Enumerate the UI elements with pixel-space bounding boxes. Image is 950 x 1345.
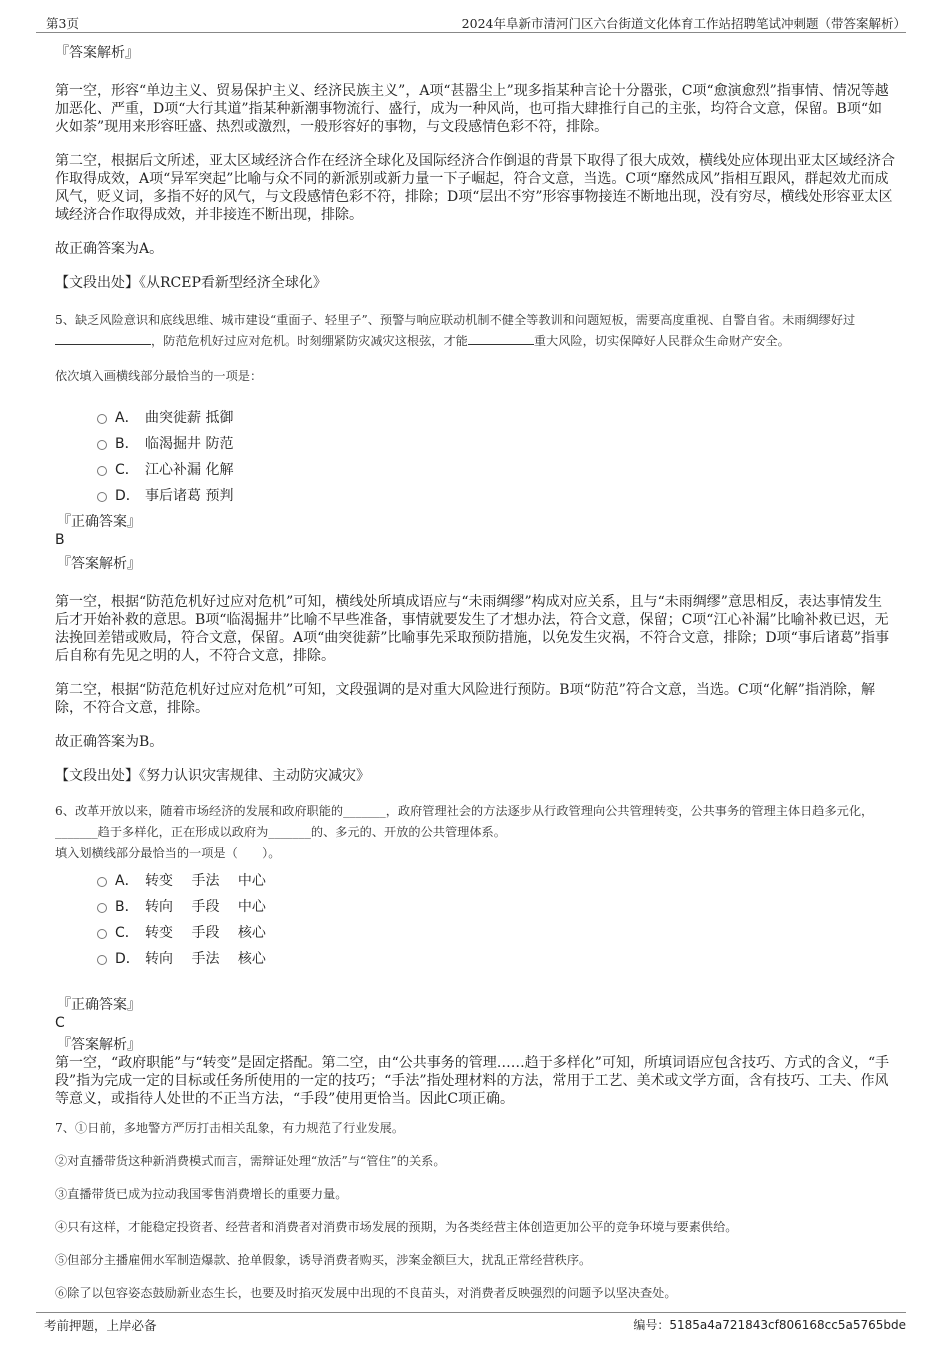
q6-option-d[interactable]: D． 转向 手法 核心 — [97, 946, 895, 972]
page-header — [36, 12, 906, 33]
q6-option-c[interactable]: C． 转变 手段 核心 — [97, 920, 895, 946]
q6-option-a[interactable]: A． 转变 手法 中心 — [97, 868, 895, 894]
q5-prompt: 依次填入画横线部分最恰当的一项是： — [55, 369, 263, 383]
radio-icon[interactable] — [97, 466, 107, 476]
q5-answer: B — [55, 532, 65, 548]
q6-option-b[interactable]: B． 转向 手段 中心 — [97, 894, 895, 920]
blank-2 — [468, 332, 534, 345]
q5-option-a[interactable]: A． 曲突徙薪 抵御 — [97, 405, 895, 431]
q6-stem: 6、改革开放以来，随着市场经济的发展和政府职能的_______，政府管理社会的方法逐步从行政管理向公共管理转变，公共事务的管理主体日趋多元化，_______趋于多样化，正在形成以政府为_______的、多元的、开放的公共管理体系。 — [55, 804, 874, 839]
q6-analysis-p1: 第一空，“政府职能”与“转变”是固定搭配。第二空，由“公共事务的管理……趋于多样化”可知，所填词语应包含技巧、方式的含义，“手段”指为完成一定的目标或任务所使用的一定的技巧；“手法”指处理材料的方法，常用于工艺、美术或文学方面，含有技巧、工夫、作风等意义，或指待人处世的不正当方法，“手段”使用更恰当。因此C项正确。 — [55, 1055, 890, 1107]
q6-answer: C — [55, 1015, 65, 1031]
radio-icon[interactable] — [97, 929, 107, 939]
q5-analysis-label: 『答案解析』 — [57, 556, 141, 572]
q5-option-d[interactable]: D． 事后诸葛 预判 — [97, 483, 895, 509]
q5-answer-label: 『正确答案』 — [57, 514, 141, 530]
q7-sentence-5: ⑤但部分主播雇佣水军制造爆款、抢单假象，诱导消费者购买，涉案金额巨大，扰乱正常经营秩序。 — [55, 1253, 592, 1267]
q5-source: 【文段出处】《努力认识灾害规律、主动防灾减灾》 — [55, 768, 370, 784]
page-footer — [36, 1312, 906, 1335]
q6-prompt: 填入划横线部分最恰当的一项是（ ）。 — [55, 846, 281, 860]
q5-options — [55, 405, 895, 509]
document-body — [55, 44, 895, 1304]
q7-sentence-2: ②对直播带货这种新消费模式而言，需辩证处理“放活”与“管住”的关系。 — [55, 1154, 446, 1168]
q6-options — [55, 868, 895, 972]
blank-1 — [55, 332, 151, 345]
q4-source: 【文段出处】《从RCEP看新型经济全球化》 — [55, 275, 327, 291]
radio-icon[interactable] — [97, 903, 107, 913]
q4-analysis-p2: 第二空，根据后文所述，亚太区域经济合作在经济全球化及国际经济合作倒退的背景下取得了很大成效，横线处应体现出亚太区域经济合作取得成效，A项“异军突起”比喻与众不同的新派别或新力量一下子崛起，符合文意，当选。C项“靡然成风”指相互跟风，群起效尤而成风气，贬义词，多指不好的风气，与文段感情色彩不符，排除；D项“层出不穷”形容事物接连不断地出现，没有穷尽，横线处形容亚太区域经济合作取得成效，并非接连不断出现，排除。 — [55, 153, 895, 223]
q4-analysis-p1: 第一空，形容“单边主义、贸易保护主义、经济民族主义”，A项“甚嚣尘上”现多指某种言论十分嚣张，C项“愈演愈烈”指事情、情况等越加恶化、严重，D项“大行其道”指某种新潮事物流行、盛行，成为一种风尚，也可指大肆推行自己的主张，均符合文意，保留。B项“如火如荼”现用来形容旺盛、热烈或激烈，一般形容好的事物，与文段感情色彩不符，排除。 — [55, 83, 889, 135]
q5-analysis-p2: 第二空，根据“防范危机好过应对危机”可知，文段强调的是对重大风险进行预防。B项“防范”符合文意，当选。C项“化解”指消除，解除，不符合文意，排除。 — [55, 682, 875, 716]
q7-sentence-6: ⑥除了以包容姿态鼓励新业态生长，也要及时掐灭发展中出现的不良苗头，对消费者反映强烈的问题予以坚决查处。 — [55, 1286, 677, 1300]
footer-slogan: 考前押题，上岸必备 — [44, 1318, 157, 1333]
document-title: 2024年阜新市清河门区六台街道文化体育工作站招聘笔试冲刺题（带答案解析） — [461, 16, 906, 31]
q7-sentence-3: ③直播带货已成为拉动我国零售消费增长的重要力量。 — [55, 1187, 348, 1201]
radio-icon[interactable] — [97, 955, 107, 965]
q7-sentence-1: 7、①日前，多地警方严厉打击相关乱象，有力规范了行业发展。 — [55, 1121, 405, 1135]
q5-conclusion: 故正确答案为B。 — [55, 734, 164, 750]
page-number: 第3页 — [46, 16, 79, 31]
q4-analysis-label: 『答案解析』 — [55, 45, 139, 61]
radio-icon[interactable] — [97, 877, 107, 887]
q5-option-b[interactable]: B． 临渴掘井 防范 — [97, 431, 895, 457]
document-code: 编号：5185a4a721843cf806168cc5a5765bde — [633, 1318, 906, 1332]
radio-icon[interactable] — [97, 492, 107, 502]
q7-sentence-4: ④只有这样，才能稳定投资者、经营者和消费者对消费市场发展的预期，为各类经营主体创造更加公平的竞争环境与要素供给。 — [55, 1220, 738, 1234]
radio-icon[interactable] — [97, 440, 107, 450]
q6-answer-label: 『正确答案』 — [57, 997, 141, 1013]
q5-analysis-p1: 第一空，根据“防范危机好过应对危机”可知，横线处所填成语应与“未雨绸缪”构成对应关系，且与“未雨绸缪”意思相反，表达事情发生后才开始补救的意思。B项“临渴掘井”比喻不早些准备，事情就要发生了才想办法，符合文意，保留；C项“江心补漏”比喻补救已迟，无法挽回差错或败局，符合文意，保留。A项“曲突徙薪”比喻事先采取预防措施，以免发生灾祸，不符合文意，排除；D项“事后诸葛”指事后自称有先见之明的人，不符合文意，排除。 — [55, 594, 889, 664]
radio-icon[interactable] — [97, 414, 107, 424]
q6-analysis-label: 『答案解析』 — [57, 1037, 141, 1053]
q5-stem: 5、缺乏风险意识和底线思维、城市建设“重面子、轻里子”、预警与响应联动机制不健全等教训和问题短板，需要高度重视、自警自省。未雨绸缪好过，防范危机好过应对危机。时刻绷紧防灾减灾这根弦，才能 重大风险，切实保障好人民群众生命财产安全。 — [55, 313, 856, 348]
q4-conclusion: 故正确答案为A。 — [55, 241, 164, 257]
q5-option-c[interactable]: C． 江心补漏 化解 — [97, 457, 895, 483]
